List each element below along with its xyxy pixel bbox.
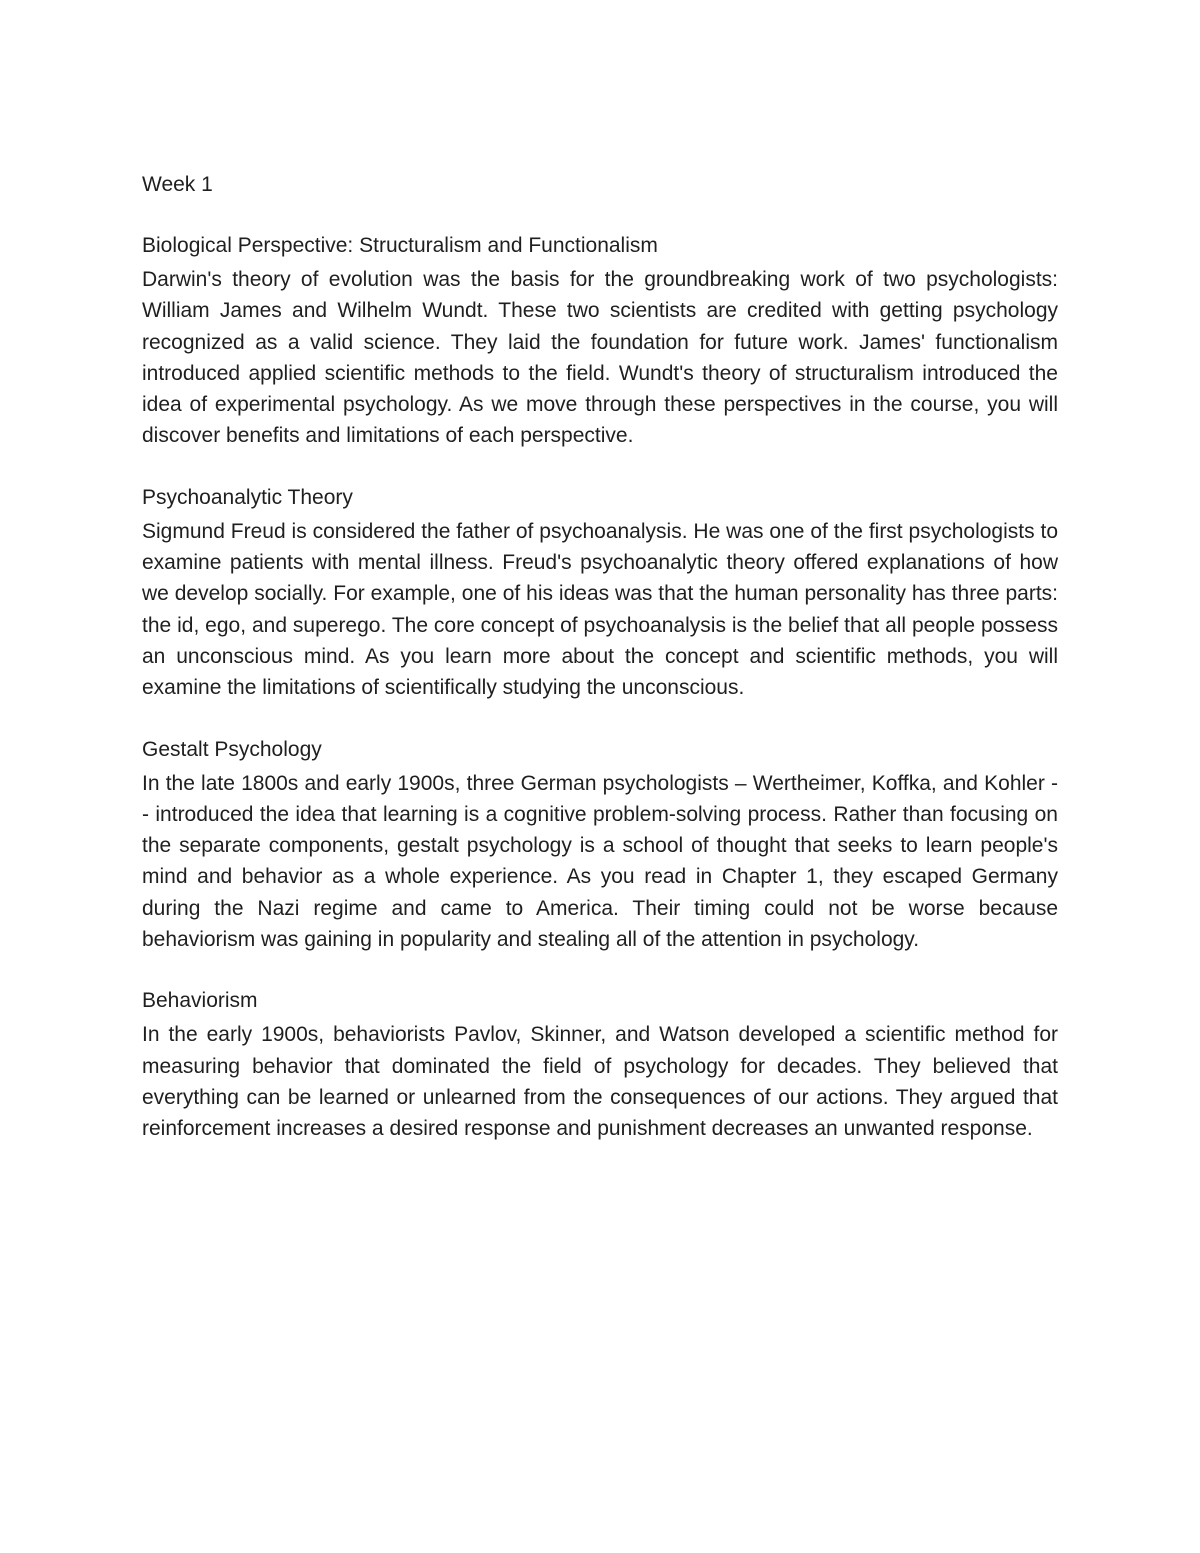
document-content bbox=[142, 169, 1058, 1175]
section-heading: Psychoanalytic Theory bbox=[142, 485, 353, 509]
section-body: In the late 1800s and early 1900s, three German psychologists – Wertheimer, Koffka, and Kohler -- introduced the idea that learning is a cognitive problem-solving process. Rather than focusing on the separate components, gestalt psychology is a school of thought that seeks to learn people's mind and behavior as a whole experience. As you read in Chapter 1, they escaped Germany during the Nazi regime and came to America. Their timing could not be worse because behaviorism was gaining in popularity and stealing all of the attention in psychology. bbox=[142, 771, 1058, 952]
section-body: Darwin's theory of evolution was the basis for the groundbreaking work of two psychologists: William James and Wilhelm Wundt. These two scientists are credited with getting psychology recognized as a valid science. They laid the foundation for future work. James' functionalism introduced applied scientific methods to the field. Wundt's theory of structuralism introduced the idea of experimental psychology. As we move through these perspectives in the course, you will discover benefits and limitations of each perspective. bbox=[142, 268, 1058, 448]
section-heading: Biological Perspective: Structuralism and Functionalism bbox=[142, 234, 658, 257]
section-psychoanalytic-theory bbox=[142, 482, 1058, 704]
section-behaviorism bbox=[142, 985, 1058, 1144]
week-label: Week 1 bbox=[142, 173, 213, 196]
section-gestalt-psychology bbox=[142, 734, 1058, 956]
section-biological-perspective bbox=[142, 230, 1058, 452]
section-heading: Behaviorism bbox=[142, 989, 258, 1013]
section-heading: Gestalt Psychology bbox=[142, 737, 322, 761]
section-body: In the early 1900s, behaviorists Pavlov, Skinner, and Watson developed a scientific method for measuring behavior that dominated the field of psychology for decades. They believed that everything can be learned or unlearned from the consequences of our actions. They argued that reinforcement increases a desired response and punishment decreases an unwanted response. bbox=[142, 1023, 1058, 1141]
section-body: Sigmund Freud is considered the father of psychoanalysis. He was one of the first psychologists to examine patients with mental illness. Freud's psychoanalytic theory offered explanations of how we develop socially. For example, one of his ideas was that the human personality has three parts: the id, ego, and superego. The core concept of psychoanalysis is the belief that all people possess an unconscious mind. As you learn more about the concept and scientific methods, you will examine the limitations of scientifically studying the unconscious. bbox=[142, 519, 1058, 700]
